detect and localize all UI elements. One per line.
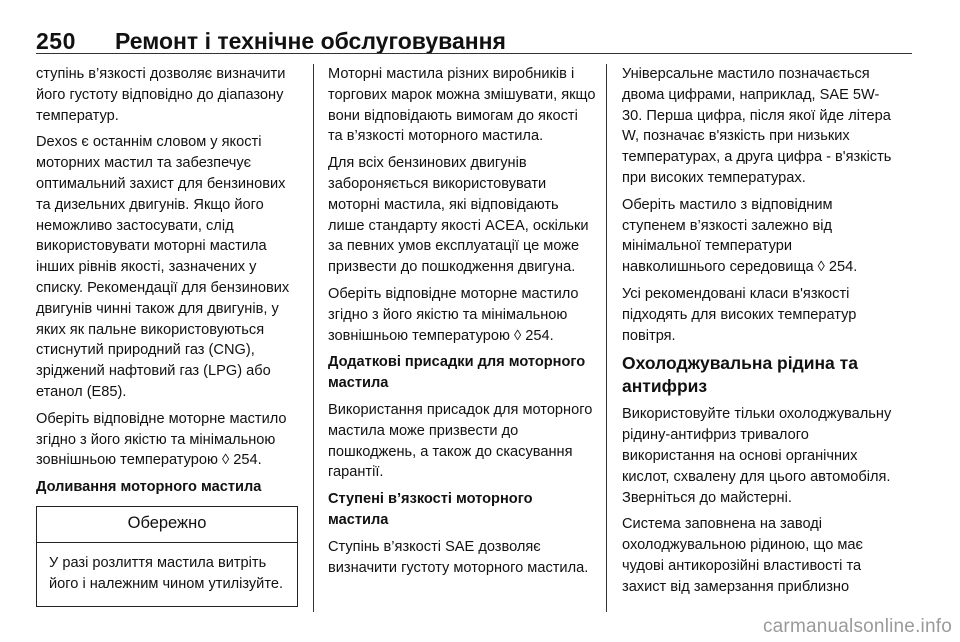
subheading-oil-topping: Доливання моторного мастила xyxy=(36,479,262,496)
paragraph: Dexos є останнім словом у якості моторних мастил та забезпечує оптимальний захист для бензинових та дизельних двигунів. Якщо його неможливо застосувати, слід використовувати моторні мастила інших рівнів якості, зазначених у списку. Рекомендації для бензинових двигунів чинні також для двигунів, у яких як пальне використовуються стиснутий природний газ (CNG), зріджений нафтовий газ (LPG) або етанол (E85). xyxy=(36,134,290,400)
page-number: 250 xyxy=(36,28,76,54)
paragraph: Оберіть мастило з відповідним ступенем в’язкості залежно від мінімальної температури навколишнього середовища ◊ 254. xyxy=(622,196,858,276)
paragraph: Система заповнена на заводі охолоджувальною рідиною, що має чудові антикорозійні властивості та захист від замерзання приблизно xyxy=(622,516,863,595)
paragraph: Використання присадок для моторного мастила може призвести до пошкоджень, а також до скасування гарантії. xyxy=(328,401,593,481)
caution-title: Обережно xyxy=(37,507,297,543)
subheading-viscosity: Ступені в’язкості моторного мастила xyxy=(328,491,533,528)
paragraph: Універсальне мастило позначається двома цифрами, наприклад, SAE 5W-30. Перша цифра, після якої йде літера W, позначає в'язкість при низьких температурах, а друга цифра - в'язкість при високих температурах. xyxy=(622,66,892,186)
paragraph: Для всіх бензинових двигунів забороняється використовувати моторні мастила, які відповідають лише стандарту якості ACEA, оскільки за певних умов експлуатації це може призвести до пошкодження двигуна. xyxy=(328,155,589,276)
column-3 xyxy=(622,64,894,604)
page-title: Ремонт і технічне обслуговування xyxy=(115,28,506,54)
paragraph: ступінь в’язкості дозволяє визначити його густоту відповідно до діапазону температур. xyxy=(36,66,286,124)
paragraph: Оберіть відповідне моторне мастило згідно з його якістю та мінімальною зовнішньою температурою ◊ 254. xyxy=(36,410,287,469)
subheading-oil-additives: Додаткові присадки для моторного мастила xyxy=(328,354,586,392)
paragraph: Оберіть відповідне моторне мастило згідно з його якістю та мінімальною зовнішньою температурою ◊ 254. xyxy=(328,285,579,344)
paragraph: Усі рекомендовані класи в'язкості підходять для високих температур повітря. xyxy=(622,285,857,344)
column-1 xyxy=(36,64,298,607)
column-divider-2 xyxy=(606,64,607,612)
column-2 xyxy=(328,64,596,584)
header-rule xyxy=(36,53,912,54)
column-divider-1 xyxy=(313,64,314,612)
paragraph: Використовуйте тільки охолоджувальну рідину-антифриз тривалого використання на основі органічних кислот, схвалену для цього автомобіля. Зверніться до майстерні. xyxy=(622,406,892,506)
caution-body: У разі розлиття мастила витріть його і належним чином утилізуйте. xyxy=(49,554,284,592)
paragraph: Ступінь в’язкості SAE дозволяє визначити густоту моторного мастила. xyxy=(328,538,589,576)
section-heading-coolant: Охолоджувальна рідина та антифриз xyxy=(622,353,858,397)
caution-box xyxy=(36,506,298,607)
watermark: carmanualsonline.info xyxy=(762,616,952,637)
paragraph: Моторні мастила різних виробників і торгових марок можна змішувати, якщо вони відповідають вимогам до якості та в’язкості моторного мастила. xyxy=(328,66,596,145)
